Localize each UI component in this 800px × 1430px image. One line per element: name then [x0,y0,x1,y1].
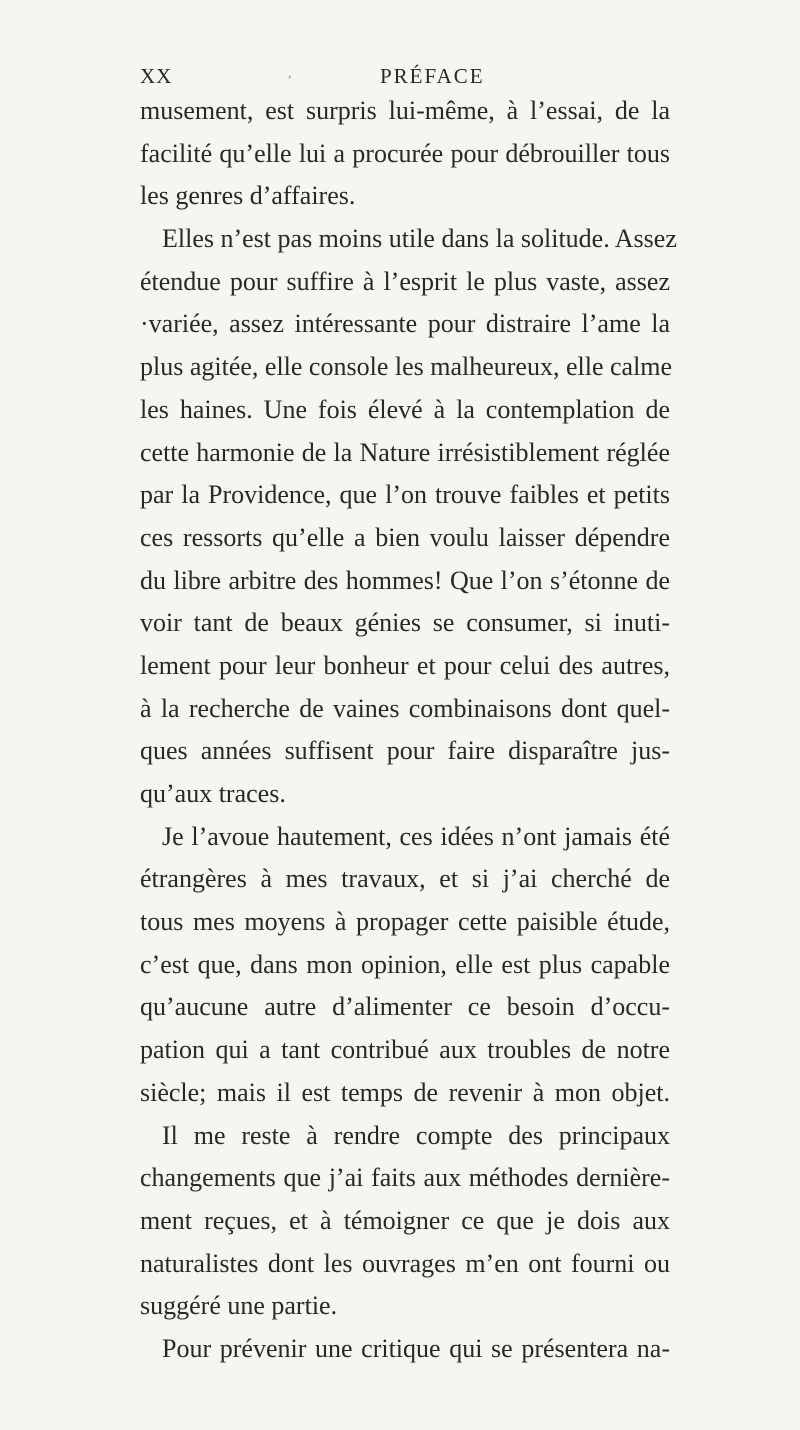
text-line: lement pour leur bonheur et pour celui des autres, [140,650,670,680]
text-line: facilité qu’elle lui a procurée pour débrouiller tous [140,138,670,168]
text-line: les haines. Une fois élevé à la contemplation de [140,394,670,424]
text-line: qu’aux traces. [140,779,286,808]
text-line: les genres d’affaires. [140,181,356,211]
text-line: étrangères à mes travaux, et si j’ai cherché de [140,864,670,894]
text-line: cette harmonie de la Nature irrésistiblement réglée [140,437,670,467]
text-line: ques années suffisent pour faire disparaître jus- [140,736,670,766]
text-line: à la recherche de vaines combinaisons dont quel- [140,693,670,723]
running-title: PRÉFACE [380,64,485,88]
text-line: naturalistes dont les ouvrages m’en ont fourni ou [140,1248,670,1278]
text-line: étendue pour suffire à l’esprit le plus vaste, assez [140,266,670,296]
text-line: Pour prévenir une critique qui se présentera na- [162,1333,670,1363]
text-line: par la Providence, que l’on trouve faibles et petits [140,480,670,510]
text-line: qu’aucune autre d’alimenter ce besoin d’occu- [140,992,670,1022]
text-line: Je l’avoue hautement, ces idées n’ont jamais été [162,821,670,851]
page-number: XX [140,64,173,88]
text-line: ces ressorts qu’elle a bien voulu laisser dépendre [140,522,670,552]
text-line: changements que j’ai faits aux méthodes dernière- [140,1163,670,1193]
text-line: du libre arbitre des hommes! Que l’on s’étonne de [140,565,670,595]
text-line: Elles n’est pas moins utile dans la solitude. Assez [162,224,677,254]
body-text [140,90,677,1371]
text-line: plus agitée, elle console les malheureux, elle calme [140,352,673,382]
text-line: c’est que, dans mon opinion, elle est plus capable [140,949,670,979]
text-line: Il me reste à rendre compte des principaux [162,1120,670,1150]
text-line: ment reçues, et à témoigner ce que je dois aux [140,1205,670,1235]
text-line: suggéré une partie. [140,1291,338,1321]
text-line: pation qui a tant contribué aux troubles de notre [140,1035,670,1065]
text-line: tous mes moyens à propager cette paisible étude, [140,907,670,937]
text-line: ·variée, assez intéressante pour distraire l’ame la [140,309,670,339]
text-line: siècle; mais il est temps de revenir à mon objet. [140,1077,670,1107]
printing-mark: , [288,66,293,81]
text-line: musement, est surpris lui-même, à l’essai, de la [140,96,670,125]
text-line: voir tant de beaux génies se consumer, si inuti- [140,608,670,638]
